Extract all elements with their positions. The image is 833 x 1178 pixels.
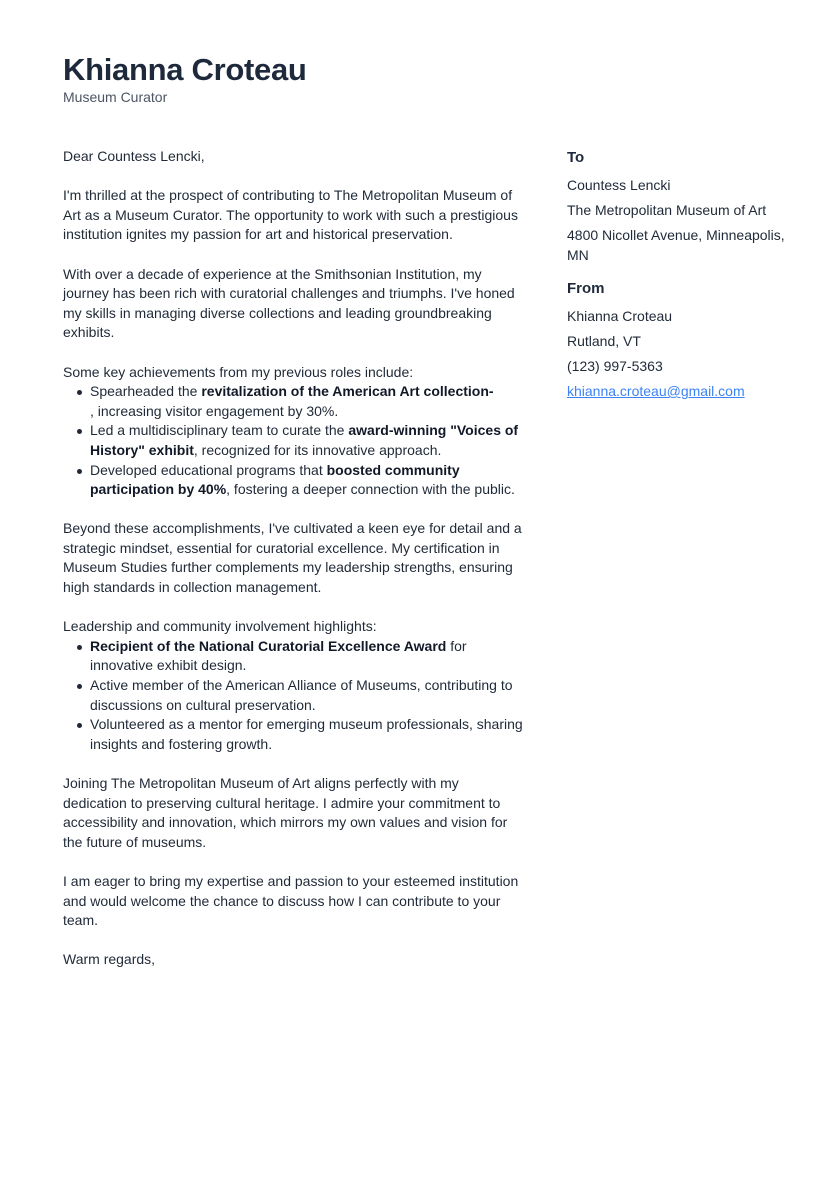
paragraph-experience: With over a decade of experience at the Smithsonian Institution, my journey has been rich with curatorial challenges and triumphs. I've honed my skills in managing diverse collections and leading groundbreaking exhibits. <box>63 265 515 341</box>
recipient-organization: The Metropolitan Museum of Art <box>567 202 767 218</box>
sidebar <box>567 147 797 414</box>
sender-email-row <box>567 381 797 401</box>
header <box>63 52 307 106</box>
from-heading: From <box>567 280 605 297</box>
closing: Warm regards, <box>63 951 156 968</box>
list-item: Volunteered as a mentor for emerging museum professionals, sharing insights and fostering growth. <box>90 715 525 754</box>
recipient-address: 4800 Nicollet Avenue, Minneapolis, MN <box>567 227 785 263</box>
sender-email-link[interactable]: khianna.croteau@gmail.com <box>567 383 745 399</box>
recipient-block <box>567 147 797 265</box>
achievements-intro: Some key achievements from my previous roles include: <box>63 363 414 380</box>
leadership-list <box>63 637 525 755</box>
list-item: Spearheaded the revitalization of the American Art collection- , increasing visitor engagement by 30%. <box>90 382 525 421</box>
paragraph-skills: Beyond these accomplishments, I've cultivated a keen eye for detail and a strategic mindset, essential for curatorial excellence. My certification in Museum Studies further complements my leadership strengths, ensuring high standards in collection management. <box>63 520 522 596</box>
applicant-title: Museum Curator <box>63 89 168 105</box>
paragraph-intro: I'm thrilled at the prospect of contributing to The Metropolitan Museum of Art as a Museum Curator. The opportunity to work with such a prestigious institution ignites my passion for art and historical preservation. <box>63 187 518 243</box>
paragraph-closing: I am eager to bring my expertise and passion to your esteemed institution and would welcome the chance to discuss how I can contribute to your team. <box>63 872 519 929</box>
recipient-name: Countess Lencki <box>567 177 671 193</box>
to-heading: To <box>567 149 585 166</box>
list-item: Recipient of the National Curatorial Excellence Award for innovative exhibit design. <box>90 637 525 676</box>
list-item: Developed educational programs that boosted community participation by 40%, fostering a deeper connection with the public. <box>90 461 525 500</box>
sender-phone: (123) 997-5363 <box>567 358 663 374</box>
paragraph-alignment: Joining The Metropolitan Museum of Art aligns perfectly with my dedication to preserving cultural heritage. I admire your commitment to accessibility and innovation, which mirrors my own values and vision for the future of museums. <box>63 775 508 850</box>
salutation: Dear Countess Lencki, <box>63 148 205 164</box>
list-item: Led a multidisciplinary team to curate the award-winning "Voices of History" exhibit, recognized for its innovative approach. <box>90 421 525 460</box>
applicant-name: Khianna Croteau <box>63 52 307 87</box>
sender-block <box>567 278 797 401</box>
achievements-list <box>63 382 525 500</box>
list-item: Active member of the American Alliance of Museums, contributing to discussions on cultural preservation. <box>90 676 525 715</box>
sender-name: Khianna Croteau <box>567 308 673 324</box>
sender-location: Rutland, VT <box>567 333 641 349</box>
letter-body <box>63 147 525 990</box>
leadership-intro: Leadership and community involvement highlights: <box>63 618 377 635</box>
